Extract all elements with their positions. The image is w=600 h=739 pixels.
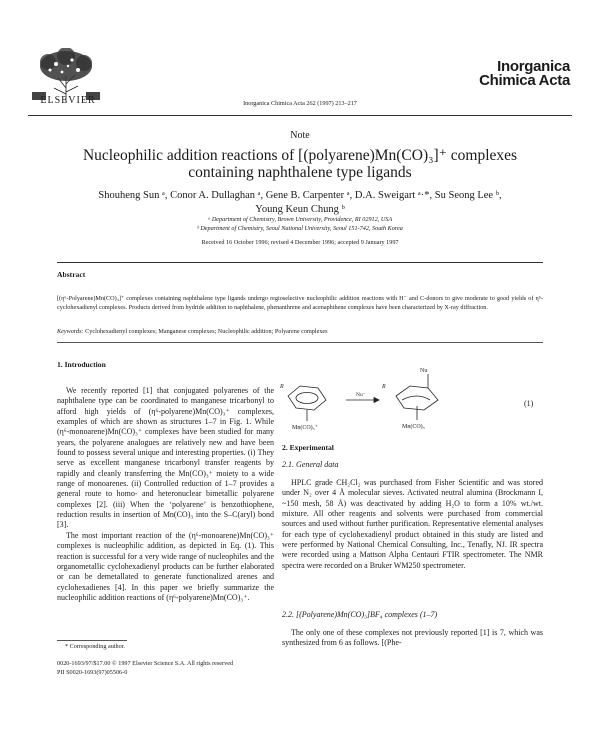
keywords [57,328,328,335]
experimental-paragraph-2: The only one of these complexes not previously reported [1] is 7, which was synthesized from 6 as follows. [(Phe- [282,628,543,648]
received-dates: Received 16 October 1996; revised 4 December 1996; accepted 9 January 1997 [201,239,399,246]
equation-number: (1) [524,399,534,408]
abstract-rule-top [57,262,543,263]
title-line1: Nucleophilic addition reactions of [(polyarene)Mn(CO)₃]⁺ complexes [82,147,518,164]
corresponding-author-note: * Corresponding author. [65,643,125,650]
subsection-complexes: 2.2. [(Polyarene)Mn(CO)₃]BF₄ complexes (1–7) [282,610,438,619]
experimental-heading: 2. Experimental [282,443,334,452]
title-line2: containing naphthalene type ligands [188,164,412,181]
keywords-list: Cyclohexadienyl complexes; Manganese complexes; Nucleophilic addition; Polyarene complexes [85,328,328,335]
journal-title [410,60,570,88]
left-metal-label: Mn(CO)₃⁺ [292,425,318,431]
footnote-rule [57,640,127,641]
journal-title-line2: Chimica Acta [479,72,570,89]
intro-body [57,386,274,603]
journal-title-line1: Inorganica [497,58,570,75]
abstract-heading: Abstract [57,270,86,279]
nucleophile-label: Nu [420,368,428,374]
subsection-general-data: 2.1. General data [282,460,339,469]
copyright-line: 0020-1693/97/$17.00 © 1997 Elsevier Science S.A. All rights reserved [57,660,234,667]
abstract-text: [(η⁶-Polyarene)Mn(CO)₃]⁺ complexes containing naphthalene type ligands undergo regioselective nucleophilic addition reactions with H⁻ and C-donors to give moderate to good yields of η⁵-cyclohexadienyl complexes. Products derived from hydride addition to naphthalene, phenanthrene and acenaphthene complexes have been characterized by X-ray diffraction. [57,295,543,311]
arene-complex-drawing [288,386,326,421]
experimental-body-2 [282,628,543,649]
reaction-arrow [346,398,379,403]
abstract-rule-bottom [57,342,543,343]
experimental-body-1 [282,478,543,571]
affiliation-a: ᵃ Department of Chemistry, Brown University, Providence, RI 02912, USA [207,216,393,223]
cyclohexadienyl-drawing [396,374,438,420]
pii-line: PII S0020-1693(97)05506-0 [57,669,128,676]
publisher-name: ELSEVIER [40,95,96,106]
journal-citation: Inorganica Chimica Acta 262 (1997) 213–217 [243,100,357,107]
header-rule [28,115,572,116]
right-substituent: R [382,384,386,390]
authors [0,189,600,217]
right-metal-label: Mn(CO)₃ [402,424,425,430]
experimental-paragraph-1: HPLC grade CH₂Cl₂ was purchased from Fisher Scientific and was stored under N₂ over 4 Å molecular sieves. Activated neutral alumina (Brockmann I, ~150 mesh, 58 Å) was deactivated by adding H₂O to form a 10% wt./wt. mixture. All other reagents and solvents were purchased from commercial sources and used without further purification. Representative elemental analyses for each type of cyclohexadienyl product obtained in this study are listed and were performed by National Chemical Consulting, Inc., Tenafly, NJ. IR spectra were recorded using a Mattson Alpha Centauri FTIR spectrometer. The NMR spectra were recorded on a Bruker WM250 spectrometer. [282,478,543,570]
affiliation-b: ᵇ Department of Chemistry, Seoul National University, Seoul 151-742, South Korea [197,225,403,232]
keywords-label: Keywords: [57,328,84,335]
intro-heading: 1. Introduction [57,360,106,369]
article-type: Note [290,130,310,141]
intro-paragraph-1: We recently reported [1] that conjugated polyarenes of the naphthalene type can be coordinated to manganese tricarbonyl to afford high yields of (η⁶-polyarene)Mn(CO)₃⁺ complexes, examples of which are shown as structures 1–7 in Fig. 1. While (η⁶-monoarene)Mn(CO)₃⁺ complexes have been studied for many years, the polyarene analogues are relatively new and have been found to possess several unique and interesting properties. (i) They serve as excellent manganese tricarbonyl transfer reagents by rapidly and cleanly transferring the Mn(CO)₃⁺ moiety to a wide range of monoarenes. (ii) Controlled reduction of 1–7 provides a general route to homo- and heteronuclear bimetallic polyarene complexes [2]. (iii) When the ‘polyarene’ is benzothiophene, reduction results in insertion of Mn(CO)₃ into the S–C(aryl) bond [3]. [57,386,274,530]
article-title [0,147,600,181]
left-substituent: R [280,384,284,390]
authors-line1: Shouheng Sun ᵃ, Conor A. Dullaghan ᵃ, Gene B. Carpenter ᵃ, D.A. Sweigart ᵃ·*, Su Seong Lee ᵇ, [98,190,502,201]
arrow-label: Nu⁻ [356,392,366,398]
authors-line2: Young Keun Chung ᵇ [255,204,345,215]
equation-1-scheme [278,366,543,446]
intro-paragraph-2: The most important reaction of the (η⁶-monoarene)Mn(CO)₃⁺ complexes is nucleophilic addition, as depicted in Eq. (1). This reaction is successful for a very wide range of nucleophiles and the organometallic cyclohexadienyl products can be further elaborated or can be demetallated to generate functionalized arenes and cyclohexadienes [4]. In this paper we briefly summarize the nucleophilic addition reactions of (η⁶-polyarene)Mn(CO)₃⁺. [57,530,274,602]
